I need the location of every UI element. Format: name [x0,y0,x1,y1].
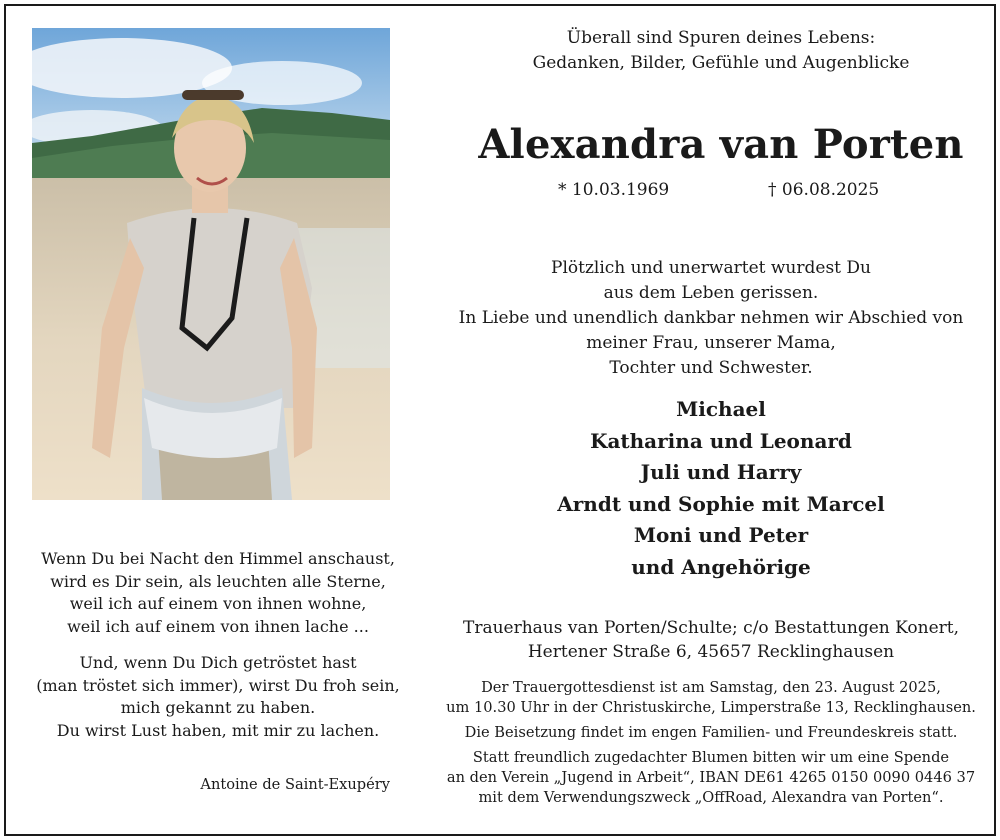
poem-line: wird es Dir sein, als leuchten alle Sterne, [50,571,386,591]
motto [476,26,966,76]
mourning-address [446,616,976,664]
farewell-text [446,256,976,381]
service-notice [436,678,986,813]
farewell-line: Tochter und Schwester. [609,358,813,378]
burial-line: Die Beisetzung findet im engen Familien- und Freundeskreis statt. [464,724,958,741]
farewell-line: Plötzlich und unerwartet wurdest Du [551,258,871,278]
portrait-photo [32,28,390,500]
farewell-line: meiner Frau, unserer Mama, [586,333,836,353]
death-date: † 06.08.2025 [768,180,880,200]
poem-stanza [28,548,408,638]
service-info [436,678,986,718]
deceased-name: Alexandra van Porten [478,121,964,168]
mourner-name: Moni und Peter [633,523,809,547]
donation-info [436,748,986,808]
mourner-name: Juli und Harry [640,460,802,484]
farewell-line: aus dem Leben gerissen. [603,283,819,303]
poem-line: Du wirst Lust haben, mit mir zu lachen. [56,720,380,740]
motto-line: Gedanken, Bilder, Gefühle und Augenblicke [532,53,910,73]
address-line: Hertener Straße 6, 45657 Recklinghausen [527,642,895,662]
farewell-line: In Liebe und unendlich dankbar nehmen wir Abschied von [458,308,964,328]
donation-line: Statt freundlich zugedachter Blumen bitten wir um eine Spende [472,749,950,766]
obituary-notice [4,4,996,836]
poem [28,548,408,756]
service-line: Der Trauergottesdienst ist am Samstag, den 23. August 2025, [481,679,941,696]
poem-line: Wenn Du bei Nacht den Himmel anschaust, [41,549,395,568]
poem-line: mich gekannt zu haben. [120,698,316,717]
mourner-name: und Angehörige [631,554,811,579]
poem-line: (man tröstet sich immer), wirst Du froh sein, [36,675,400,695]
mourner-name: Arndt und Sophie mit Marcel [557,491,885,516]
donation-line: an den Verein „Jugend in Arbeit“, IBAN DE61 4265 0150 0090 0446 37 [446,769,976,786]
burial-info [436,723,986,743]
address-line: Trauerhaus van Porten/Schulte; c/o Bestattungen Konert, [462,618,960,638]
poem-line: weil ich auf einem von ihnen wohne, [69,594,367,613]
poem-author: Antoine de Saint-Exupéry [200,776,390,793]
birth-date: * 10.03.1969 [558,180,670,200]
motto-line: Überall sind Spuren deines Lebens: [566,28,876,48]
mourner-name: Michael [676,397,766,421]
poem-line: weil ich auf einem von ihnen lache ... [67,616,369,636]
poem-line: Und, wenn Du Dich getröstet hast [79,653,357,672]
service-line: um 10.30 Uhr in der Christuskirche, Limperstraße 13, Recklinghausen. [446,699,976,716]
donation-line: mit dem Verwendungszweck „OffRoad, Alexandra van Porten“. [478,789,944,806]
mourner-name: Katharina und Leonard [590,428,852,453]
mourners-list [476,394,966,583]
poem-stanza [28,652,408,742]
